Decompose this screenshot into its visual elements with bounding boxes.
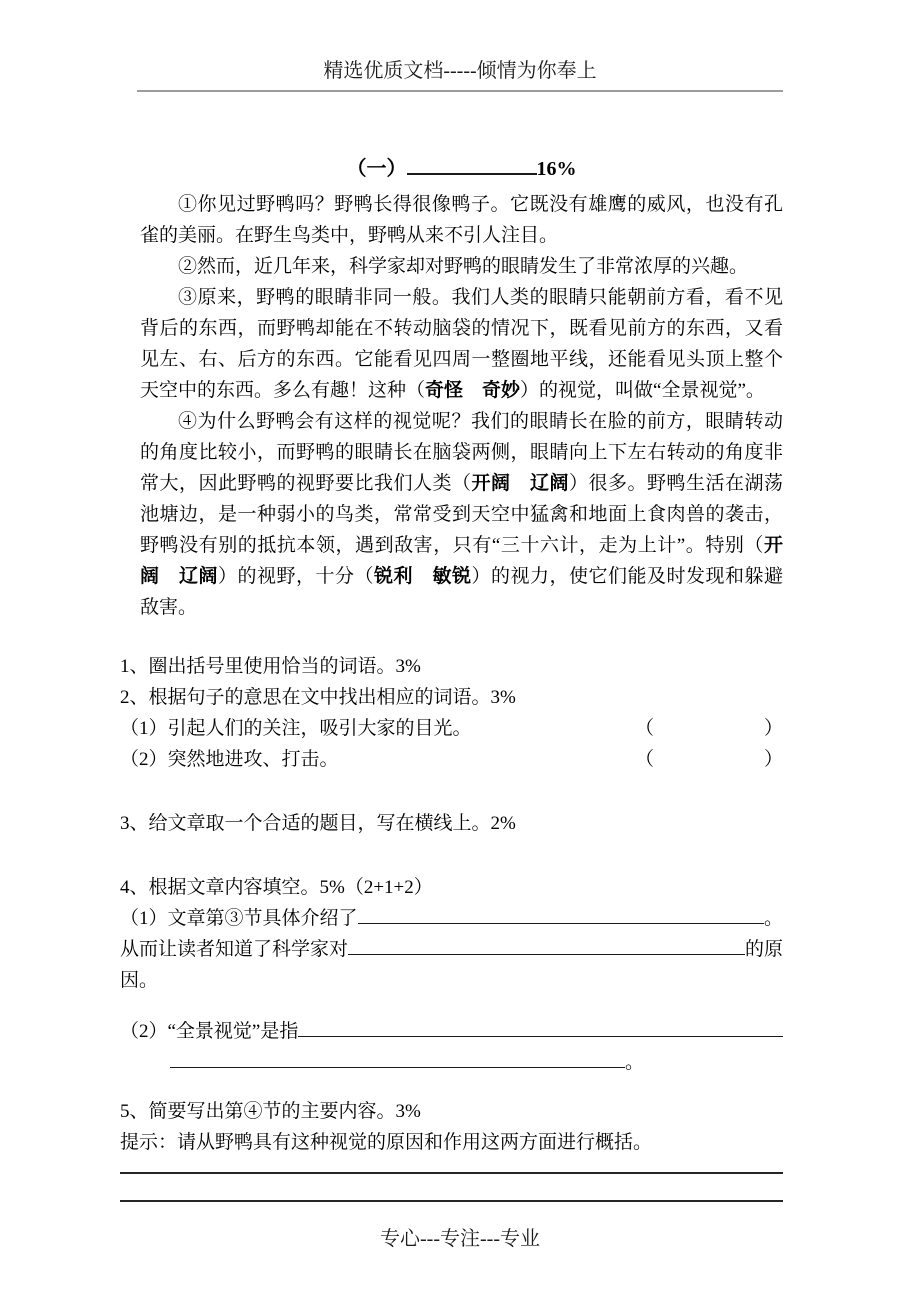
question-4-sub1-line2 [120, 934, 783, 965]
article-paragraph [140, 189, 783, 251]
text-segment: 的原 [744, 939, 783, 960]
text-segment: ）的视力，使它们能及时发现和躲避敌害。 [140, 566, 783, 618]
question-5: 5、简要写出第④节的主要内容。3% [120, 1101, 421, 1122]
question-2-item [120, 713, 783, 744]
question-4: 4、根据文章内容填空。5%（2+1+2） [120, 877, 433, 898]
text-segment: 。 [625, 1052, 645, 1073]
question-2: 2、根据句子的意思在文中找出相应的词语。3% [120, 687, 516, 708]
text-segment: ④为什么野鸭会有这样的视觉呢？我们的眼睛长在脸的前方，眼睛转动的角度比较小，而野鸭的眼睛长在脑袋两侧，眼睛向上下左右转动的角度非常大，因此野鸭的视野要比我们人类（ [140, 411, 783, 494]
question-4-sub2-line1 [120, 1016, 783, 1047]
question-2-item [120, 744, 783, 775]
text-segment: （1）文章第③节具体介绍了 [120, 908, 358, 929]
item-text: （2）突然地进攻、打击。 [120, 749, 339, 770]
text-segment: （2）“全景视觉”是指 [120, 1021, 299, 1042]
text-segment: ③原来，野鸭的眼睛非同一般。我们人类的眼睛只能朝前方看，看不见背后的东西，而野鸭却能在不转动脑袋的情况下，既看见前方的东西，又看见左、右、后方的东西。它能看见四周一整圈地平线，还能看见头顶上整个天空中的东西。多么有趣！这种（ [140, 287, 783, 401]
document-footer: 专心---专注---专业 [380, 1228, 540, 1250]
text-segment: 因。 [120, 970, 159, 991]
bracket-open: （ [634, 718, 654, 739]
text-segment: ）的视野，十分（ [218, 566, 374, 587]
bracket-open: （ [634, 749, 654, 770]
bracket-close: ） [763, 749, 783, 770]
fill-in-blank[interactable] [348, 936, 745, 955]
question-4-sub1-line3 [120, 965, 783, 996]
questions-section [120, 651, 783, 1202]
article-block [140, 154, 783, 623]
question-4-sub2-line2 [120, 1047, 783, 1078]
text-segment: ）的视觉，叫做“全景视觉”。 [520, 380, 765, 401]
item-text: （1）引起人们的关注，吸引大家的目光。 [120, 718, 472, 739]
header-rule [137, 90, 783, 92]
question-2-items [120, 713, 783, 775]
header-text: 精选优质文档-----倾情为你奉上 [323, 60, 597, 82]
fill-in-blank[interactable] [358, 905, 764, 924]
text-segment: 16% [536, 158, 577, 180]
choice-words: 奇怪 奇妙 [425, 380, 521, 401]
question-5-hint: 提示：请从野鸭具有这种视觉的原因和作用这两方面进行概括。 [120, 1132, 653, 1153]
answer-line[interactable] [120, 1172, 783, 1174]
answer-brackets[interactable] [635, 713, 783, 744]
text-segment: 。 [763, 908, 783, 929]
choice-words: 开阔 辽阔 [471, 473, 569, 494]
fill-in-blank[interactable] [170, 1049, 625, 1068]
answer-brackets[interactable] [635, 744, 783, 775]
text-segment: ①你见过野鸭吗？野鸭长得很像鸭子。它既没有雄鹰的威风，也没有孔雀的美丽。在野生鸟类中，野鸭从来不引人注目。 [140, 194, 783, 246]
section-title [140, 154, 783, 185]
article-paragraphs [140, 189, 783, 623]
question-4-sub1-line1 [120, 903, 783, 934]
answer-lines [120, 1172, 783, 1202]
fill-in-blank[interactable] [407, 154, 537, 175]
question-3: 3、给文章取一个合适的题目，写在横线上。2% [120, 813, 516, 834]
article-paragraph [140, 282, 783, 406]
text-segment: ）很多。野鸭生活在湖荡池塘边，是一种弱小的鸟类，常常受到天空中猛禽和地面上食肉兽的袭击，野鸭没有别的抵抗本领，遇到敌害，只有“三十六计，走为上计”。特别（ [140, 473, 783, 556]
choice-words: 锐利 敏锐 [374, 566, 472, 587]
content-area [0, 154, 920, 1202]
choice-words: 开阔 辽阔 [140, 535, 783, 587]
bracket-close: ） [763, 718, 783, 739]
text-segment: （一） [346, 158, 407, 180]
text-segment: 从而让读者知道了科学家对 [120, 939, 349, 960]
answer-line[interactable] [120, 1200, 783, 1202]
text-segment: ②然而，近几年来，科学家却对野鸭的眼睛发生了非常浓厚的兴趣。 [178, 256, 749, 277]
article-paragraph [140, 251, 783, 282]
article-paragraph [140, 406, 783, 623]
question-1: 1、圈出括号里使用恰当的词语。3% [120, 656, 421, 677]
fill-in-blank[interactable] [298, 1018, 783, 1037]
document-header [0, 0, 920, 92]
